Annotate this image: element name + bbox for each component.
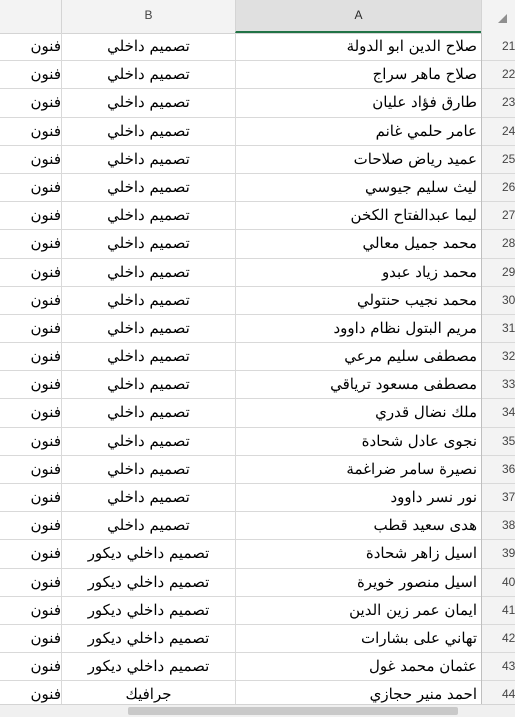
cell-name[interactable]: صلاح ماهر سراج xyxy=(235,61,481,88)
cell-faculty[interactable]: فنون xyxy=(30,488,61,506)
cell-faculty[interactable]: فنون xyxy=(30,37,61,55)
table-row xyxy=(0,315,515,343)
cell-faculty[interactable]: فنون xyxy=(30,600,61,619)
table-row xyxy=(0,456,515,484)
row-header[interactable]: 40 xyxy=(481,569,515,596)
cell-faculty[interactable]: فنون xyxy=(30,177,61,196)
cell-faculty[interactable]: فنون xyxy=(30,516,61,535)
cell-name[interactable]: اسيل زاهر شحادة xyxy=(235,540,481,567)
cell-faculty[interactable]: فنون xyxy=(30,628,61,647)
cell-name[interactable]: تهاني على بشارات xyxy=(235,625,481,652)
cell-name[interactable]: محمد نجيب حنتولي xyxy=(235,287,481,314)
column-header-a[interactable]: A xyxy=(235,0,481,33)
row-header[interactable]: 32 xyxy=(481,343,515,370)
row-header[interactable]: 35 xyxy=(481,428,515,455)
row-header[interactable]: 36 xyxy=(481,456,515,483)
table-row xyxy=(0,230,515,258)
cell-major[interactable]: تصميم داخلي xyxy=(61,343,235,370)
cell-major[interactable]: تصميم داخلي xyxy=(61,428,235,455)
table-row xyxy=(0,118,515,146)
cell-major[interactable]: تصميم داخلي xyxy=(61,174,235,201)
cell-major[interactable]: تصميم داخلي xyxy=(61,230,235,257)
table-row xyxy=(0,625,515,653)
row-header[interactable]: 29 xyxy=(481,259,515,286)
cell-major[interactable]: تصميم داخلي xyxy=(61,512,235,539)
table-row xyxy=(0,287,515,315)
table-row xyxy=(0,428,515,456)
column-header-c[interactable] xyxy=(0,0,61,33)
cell-name[interactable]: ليما عبدالفتاح الكخن xyxy=(235,202,481,229)
cell-name[interactable]: ليث سليم جيوسي xyxy=(235,174,481,201)
cell-major[interactable]: تصميم داخلي xyxy=(61,202,235,229)
row-header[interactable]: 30 xyxy=(481,287,515,314)
table-row xyxy=(0,512,515,540)
cell-name[interactable]: نصيرة سامر ضراغمة xyxy=(235,456,481,483)
column-header-row xyxy=(0,0,515,34)
table-row xyxy=(0,399,515,427)
cell-major[interactable]: تصميم داخلي ديكور xyxy=(61,569,235,596)
row-header[interactable]: 31 xyxy=(481,315,515,342)
row-header[interactable]: 37 xyxy=(481,484,515,511)
table-row xyxy=(0,33,515,61)
table-row xyxy=(0,89,515,117)
cell-faculty[interactable]: فنون xyxy=(30,121,61,140)
row-header[interactable]: 41 xyxy=(481,597,515,624)
cell-major[interactable]: تصميم داخلي xyxy=(61,287,235,314)
cell-major[interactable]: تصميم داخلي xyxy=(61,89,235,116)
table-row xyxy=(0,174,515,202)
row-header[interactable]: 44 xyxy=(481,681,515,708)
rows-container xyxy=(0,33,515,710)
table-row xyxy=(0,259,515,287)
cell-major[interactable]: تصميم داخلي ديكور xyxy=(61,540,235,567)
table-row xyxy=(0,146,515,174)
cell-faculty[interactable]: فنون xyxy=(30,657,61,676)
cell-name[interactable]: اسيل منصور خويرة xyxy=(235,569,481,596)
cell-major[interactable]: تصميم داخلي ديكور xyxy=(61,653,235,680)
row-header-divider xyxy=(481,33,482,717)
cell-faculty[interactable]: فنون xyxy=(30,459,61,478)
table-row xyxy=(0,202,515,230)
cell-name[interactable]: عميد رياض صلاحات xyxy=(235,146,481,173)
cell-faculty[interactable]: فنون xyxy=(30,93,61,112)
cell-name[interactable]: احمد منير حجازي xyxy=(235,681,481,708)
cell-faculty[interactable]: فنون xyxy=(30,375,61,394)
table-row xyxy=(0,371,515,399)
cell-name[interactable]: صلاح الدين ابو الدولة xyxy=(235,33,481,60)
row-header[interactable]: 38 xyxy=(481,512,515,539)
cell-major[interactable]: تصميم داخلي xyxy=(61,146,235,173)
cell-faculty[interactable]: فنون xyxy=(30,544,61,563)
table-row xyxy=(0,61,515,89)
cell-major[interactable]: تصميم داخلي ديكور xyxy=(61,625,235,652)
table-row xyxy=(0,597,515,625)
cell-name[interactable]: عثمان محمد غول xyxy=(235,653,481,680)
cell-name[interactable]: مصطفى سليم مرعي xyxy=(235,343,481,370)
cell-major[interactable]: تصميم داخلي xyxy=(61,484,235,511)
cell-name[interactable]: مصطفى مسعود ترياقي xyxy=(235,371,481,398)
cell-major[interactable]: تصميم داخلي xyxy=(61,456,235,483)
cell-faculty[interactable]: فنون xyxy=(30,685,61,704)
row-header[interactable]: 21 xyxy=(481,33,515,60)
cell-name[interactable]: ملك نضال قدري xyxy=(235,399,481,426)
cell-major[interactable]: تصميم داخلي xyxy=(61,118,235,145)
cell-major[interactable]: تصميم داخلي xyxy=(61,371,235,398)
cell-faculty[interactable]: فنون xyxy=(30,234,61,253)
cell-faculty[interactable]: فنون xyxy=(30,290,61,309)
cell-name[interactable]: محمد زياد عبدو xyxy=(235,259,481,286)
row-header[interactable]: 43 xyxy=(481,653,515,680)
row-header[interactable]: 25 xyxy=(481,146,515,173)
cell-major[interactable]: تصميم داخلي xyxy=(61,33,235,60)
row-header[interactable]: 27 xyxy=(481,202,515,229)
cell-faculty[interactable]: فنون xyxy=(30,149,61,168)
cell-name[interactable]: طارق فؤاد عليان xyxy=(235,89,481,116)
table-row xyxy=(0,343,515,371)
cell-major[interactable]: تصميم داخلي xyxy=(61,61,235,88)
horizontal-scrollbar[interactable] xyxy=(0,704,515,717)
cell-faculty[interactable]: فنون xyxy=(30,318,61,337)
row-header[interactable]: 28 xyxy=(481,230,515,257)
row-header[interactable]: 33 xyxy=(481,371,515,398)
cell-name[interactable]: عامر حلمي غانم xyxy=(235,118,481,145)
cell-faculty[interactable]: فنون xyxy=(30,347,61,366)
row-header[interactable]: 23 xyxy=(481,89,515,116)
column-header-b[interactable]: B xyxy=(61,0,235,33)
cell-major[interactable]: تصميم داخلي xyxy=(61,259,235,286)
cell-faculty[interactable]: فنون xyxy=(30,206,61,225)
cell-name[interactable]: مريم البتول نظام داوود xyxy=(235,315,481,342)
cell-faculty[interactable]: فنون xyxy=(30,65,61,84)
cell-major[interactable]: تصميم داخلي ديكور xyxy=(61,597,235,624)
select-all-triangle-icon xyxy=(498,14,507,23)
row-header[interactable]: 34 xyxy=(481,399,515,426)
table-row xyxy=(0,653,515,681)
cell-major[interactable]: تصميم داخلي xyxy=(61,399,235,426)
cell-faculty[interactable]: فنون xyxy=(30,572,61,591)
table-row xyxy=(0,540,515,568)
cell-major[interactable]: جرافيك xyxy=(61,681,235,708)
table-row xyxy=(0,484,515,512)
row-header[interactable]: 24 xyxy=(481,118,515,145)
scrollbar-thumb[interactable] xyxy=(128,707,458,715)
cell-name[interactable]: ايمان عمر زين الدين xyxy=(235,597,481,624)
cell-faculty[interactable]: فنون xyxy=(30,403,61,422)
cell-name[interactable]: نور نسر داوود xyxy=(235,484,481,511)
cell-name[interactable]: نجوى عادل شحادة xyxy=(235,428,481,455)
cell-faculty[interactable]: فنون xyxy=(30,431,61,450)
cell-faculty[interactable]: فنون xyxy=(30,262,61,281)
row-header[interactable]: 39 xyxy=(481,540,515,567)
cell-name[interactable]: محمد جميل معالي xyxy=(235,230,481,257)
table-row xyxy=(0,569,515,597)
select-all-corner[interactable] xyxy=(481,0,515,33)
row-header[interactable]: 22 xyxy=(481,61,515,88)
cell-name[interactable]: هدى سعيد قطب xyxy=(235,512,481,539)
row-header[interactable]: 42 xyxy=(481,625,515,652)
cell-major[interactable]: تصميم داخلي xyxy=(61,315,235,342)
row-header[interactable]: 26 xyxy=(481,174,515,201)
